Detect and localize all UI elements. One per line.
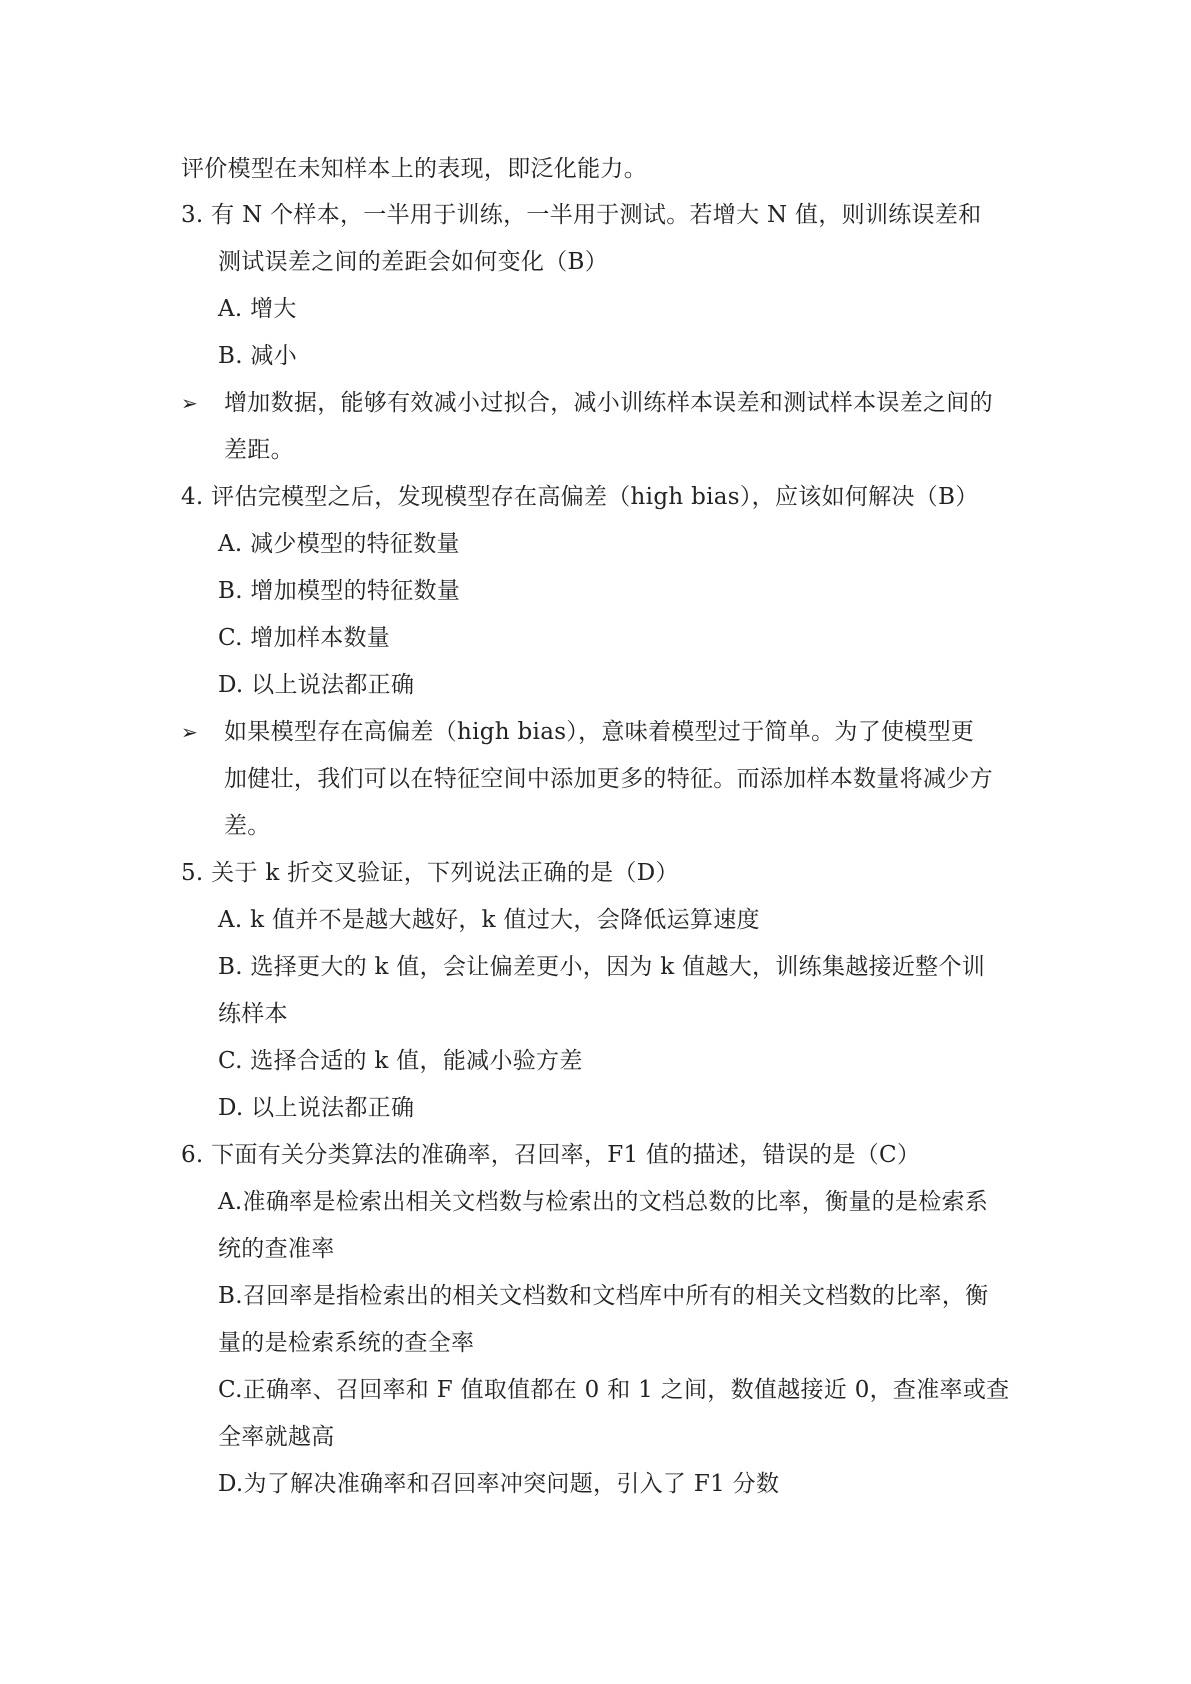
explanation-line: 如果模型存在高偏差（high bias），意味着模型过于简单。为了使模型更 bbox=[224, 719, 975, 745]
option-b: B. 减小 bbox=[218, 343, 298, 369]
option-a: A. k 值并不是越大越好，k 值过大，会降低运算速度 bbox=[218, 907, 760, 933]
question-3-line-1: 3. 有 N 个样本，一半用于训练，一半用于测试。若增大 N 值，则训练误差和 bbox=[181, 202, 982, 228]
text-line: 评价模型在未知样本上的表现，即泛化能力。 bbox=[181, 156, 647, 182]
question-6-line-1: 6. 下面有关分类算法的准确率，召回率，F1 值的描述，错误的是（C） bbox=[181, 1142, 921, 1168]
question-5-line-1: 5. 关于 k 折交叉验证，下列说法正确的是（D） bbox=[181, 860, 679, 886]
option-d: D. 以上说法都正确 bbox=[218, 672, 415, 698]
explanation-line: 增加数据，能够有效减小过拟合，减小训练样本误差和测试样本误差之间的 bbox=[224, 390, 993, 416]
option-b: B.召回率是指检索出的相关文档数和文档库中所有的相关文档数的比率，衡 bbox=[218, 1283, 989, 1309]
bullet-arrow-icon: ➢ bbox=[181, 720, 198, 744]
option-a: A. 减少模型的特征数量 bbox=[218, 531, 460, 557]
option-c-continued: 全率就越高 bbox=[218, 1424, 335, 1450]
option-b: B. 选择更大的 k 值，会让偏差更小，因为 k 值越大，训练集越接近整个训 bbox=[218, 954, 986, 980]
option-c: C.正确率、召回率和 F 值取值都在 0 和 1 之间，数值越接近 0，查准率或查 bbox=[218, 1377, 1010, 1403]
explanation-line: 加健壮，我们可以在特征空间中添加更多的特征。而添加样本数量将减少方 bbox=[224, 766, 993, 792]
option-a: A. 增大 bbox=[218, 296, 297, 322]
option-c: C. 增加样本数量 bbox=[218, 625, 391, 651]
question-3-line-2: 测试误差之间的差距会如何变化（B） bbox=[218, 249, 609, 275]
explanation-line: 差。 bbox=[224, 813, 271, 839]
option-a: A.准确率是检索出相关文档数与检索出的文档总数的比率，衡量的是检索系 bbox=[218, 1189, 989, 1215]
option-b: B. 增加模型的特征数量 bbox=[218, 578, 461, 604]
bullet-arrow-icon: ➢ bbox=[181, 391, 198, 415]
option-b-continued: 量的是检索系统的查全率 bbox=[218, 1330, 475, 1356]
option-d: D.为了解决准确率和召回率冲突问题，引入了 F1 分数 bbox=[218, 1471, 780, 1497]
option-c: C. 选择合适的 k 值，能减小验方差 bbox=[218, 1048, 583, 1074]
question-4-line-1: 4. 评估完模型之后，发现模型存在高偏差（high bias），应该如何解决（B） bbox=[181, 484, 979, 510]
option-b-continued: 练样本 bbox=[218, 1001, 288, 1027]
option-a-continued: 统的查准率 bbox=[218, 1236, 335, 1262]
explanation-line: 差距。 bbox=[224, 437, 294, 463]
option-d: D. 以上说法都正确 bbox=[218, 1095, 415, 1121]
